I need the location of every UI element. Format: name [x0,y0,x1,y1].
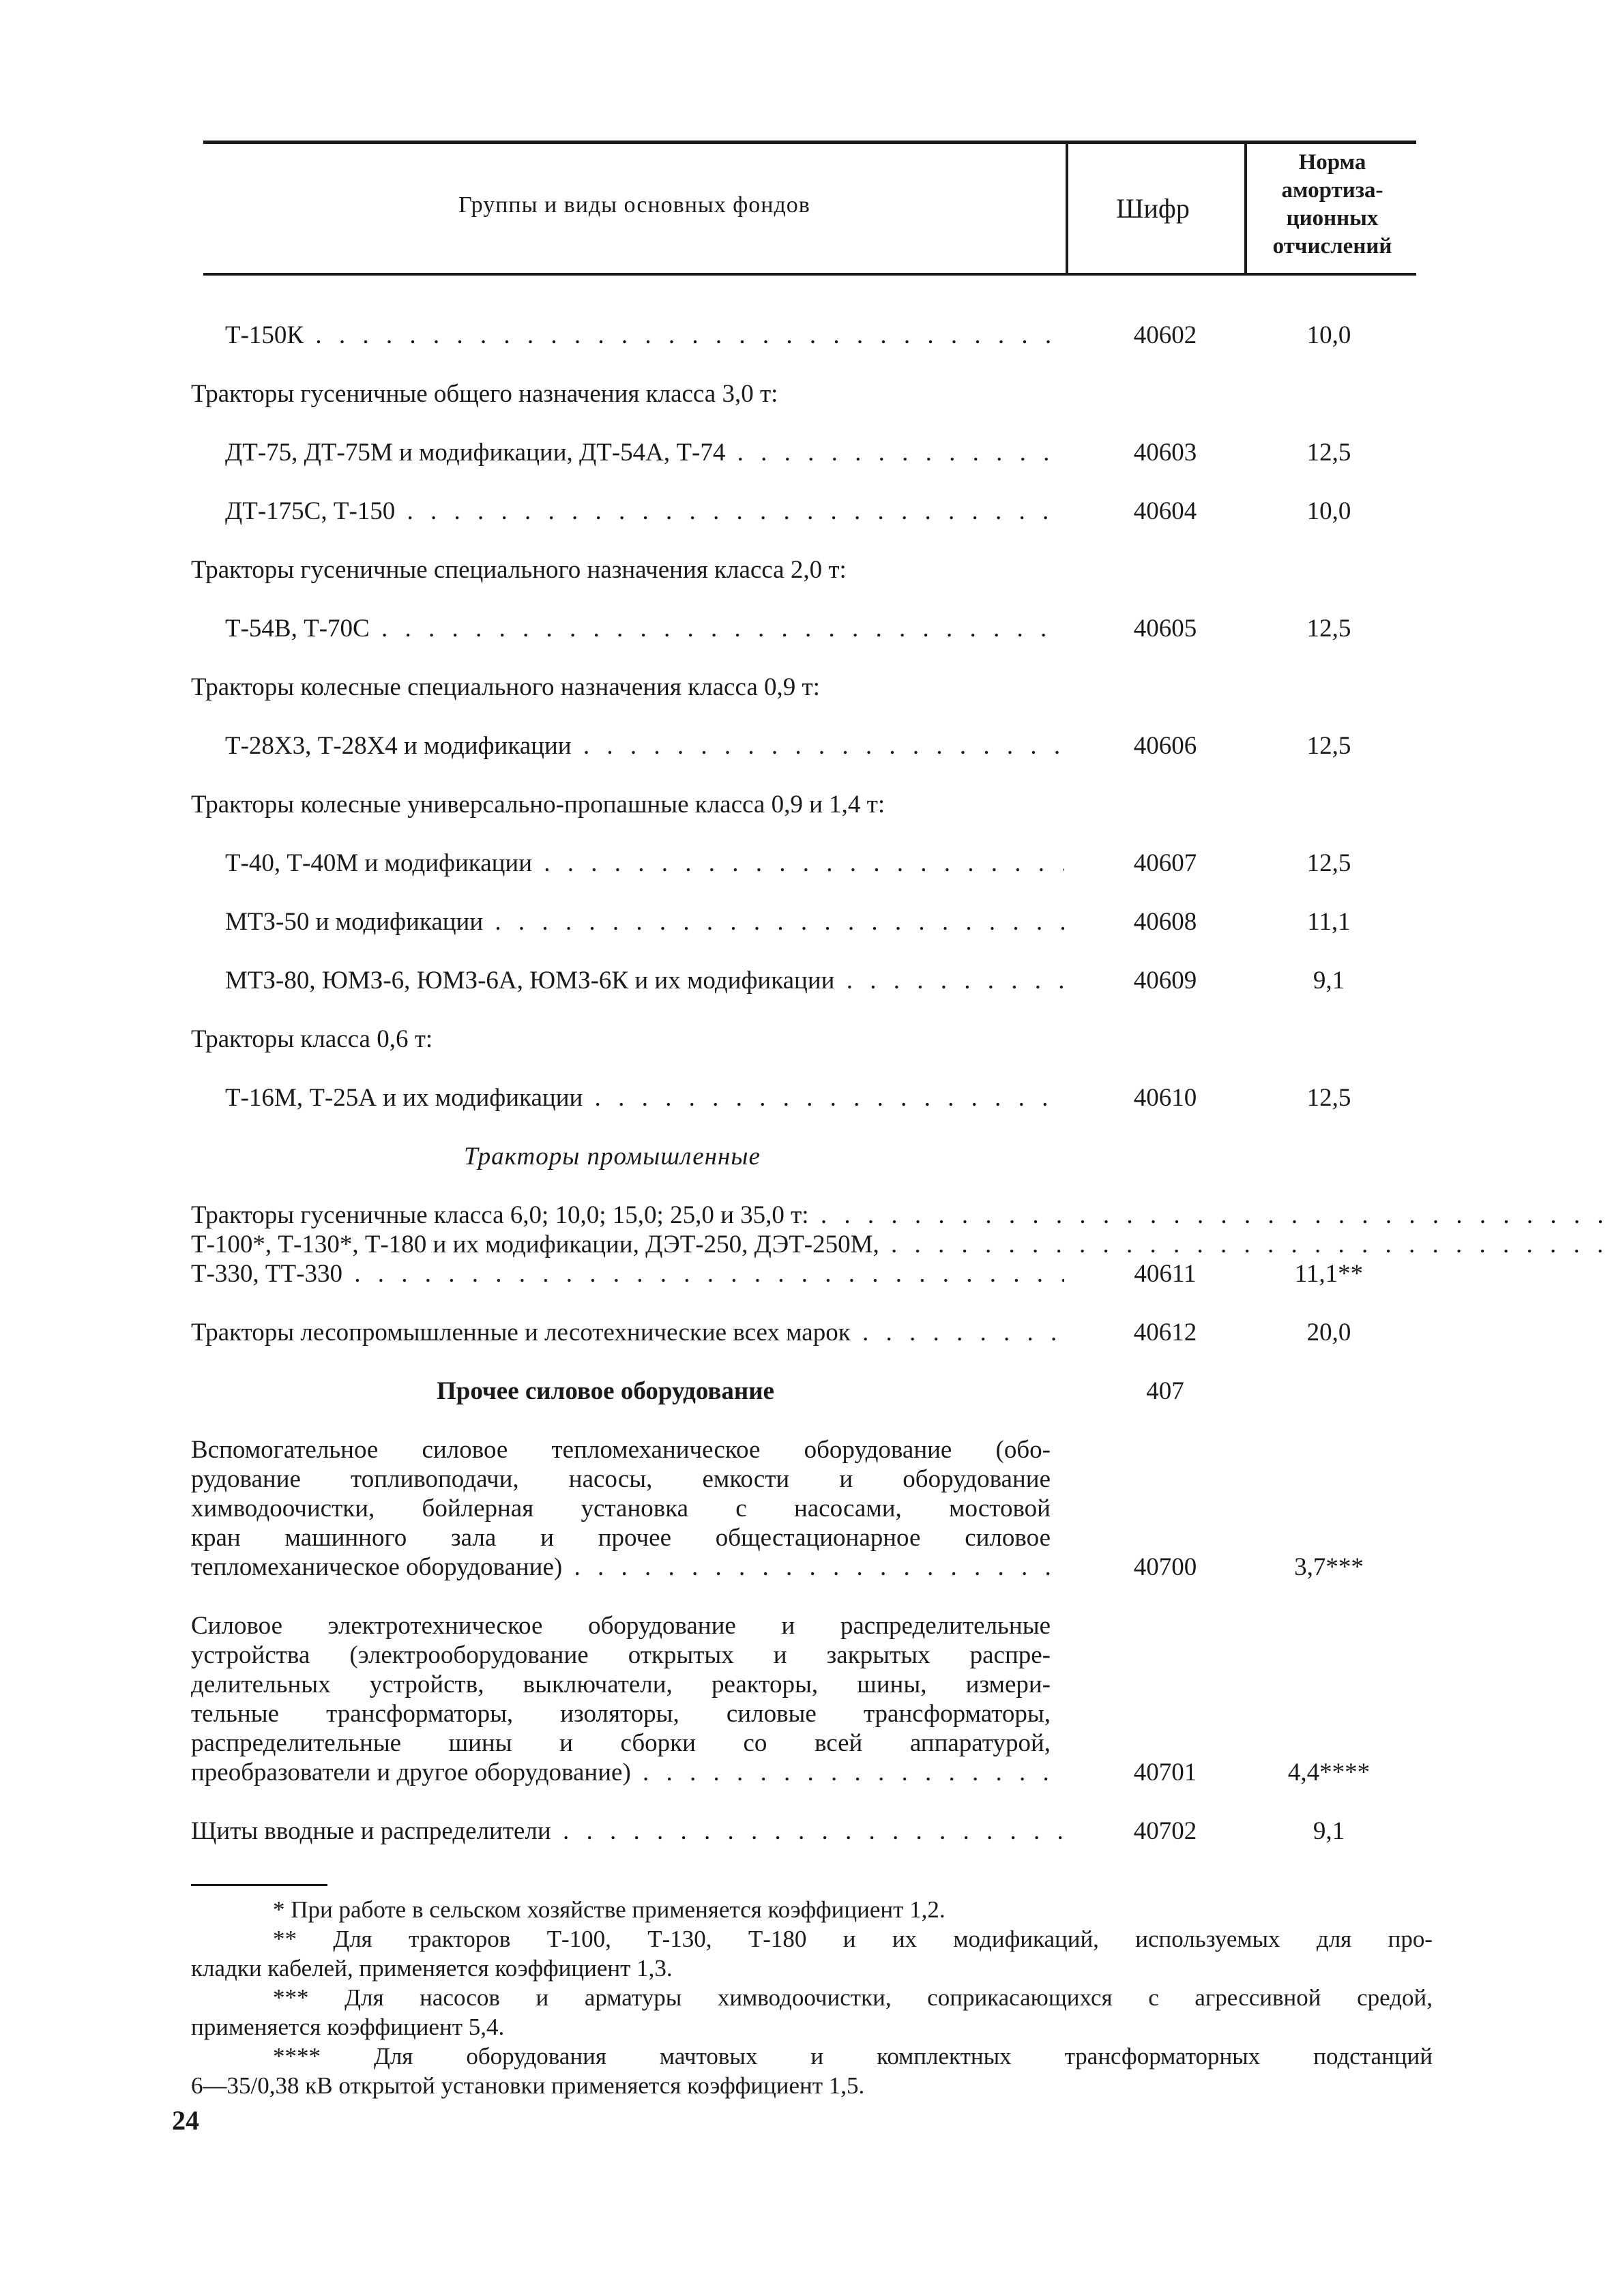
footnote-4 [191,2042,1433,2071]
row-code: 40700 [1133,1553,1197,1581]
table-row [191,1259,1612,1300]
table-row [191,907,1612,948]
table-row [191,1816,1612,1857]
section-code-power: 407 [1146,1377,1184,1405]
footnotes [191,1895,1433,2100]
row-norm: 10,0 [1306,497,1351,525]
header-norm-line: ционных [1286,206,1379,231]
row-code: 40611 [1134,1260,1197,1288]
footnote-separator [191,1884,327,1886]
thermo-equipment-paragraph [191,1435,1051,1582]
row-label: Т-150К . . . [225,321,1064,351]
footnote-text: ** Для тракторов Т-100, Т-130, Т-180 и их модификаций, используемых для про- [273,1926,1433,1952]
row-label: Т-40, Т-40М и модификации . . . [225,849,1064,879]
paragraph-last-line: тепломеханическое оборудование) . . . [191,1552,1051,1582]
row-norm: 4,4**** [1287,1758,1371,1786]
row-label: Т-330, ТТ-330 . . . [191,1259,1064,1289]
paragraph-line: тельные трансформаторы, изоляторы, силовые трансформаторы, [191,1700,1051,1728]
row-code: 40609 [1133,967,1197,995]
row-code: 40605 [1133,615,1197,643]
group-heading [191,790,1612,831]
footnote-3 [191,1983,1433,2012]
row-label: МТЗ-50 и модификации . . . [225,907,1064,937]
footnote-text: * При работе в сельском хозяйстве применяется коэффициент 1,2. [273,1896,946,1923]
paragraph-line: Вспомогательное силовое тепломеханическое оборудование (обо- [191,1436,1051,1464]
row-code: 40612 [1133,1319,1197,1346]
footnote-2 [191,1924,1433,1954]
header-code: Шифр [1116,193,1190,224]
row-norm: 12,5 [1306,439,1351,467]
row-code: 40606 [1133,732,1197,760]
header-norm-line: Норма [1298,150,1366,175]
group-heading-text: Тракторы колесные универсально-пропашные класса 0,9 и 1,4 т: [191,791,885,819]
row-code: 40603 [1133,439,1197,467]
group-heading-text: Тракторы гусеничные общего назначения класса 3,0 т: [191,380,778,408]
footnote-text: **** Для оборудования мачтовых и комплектных трансформаторных подстанций [273,2043,1433,2070]
row-label: МТЗ-80, ЮМЗ-6, ЮМЗ-6А, ЮМЗ-6К и их модификации . . . [225,966,1064,996]
page-number: 24 [172,2105,199,2136]
paragraph-last-line: преобразователи и другое оборудование) . . . [191,1758,1051,1787]
footnote-4-cont: 6—35/0,38 кВ открытой установки применяется коэффициент 1,5. [191,2072,865,2099]
row-norm: 12,5 [1306,849,1351,877]
row-label: Т-54В, Т-70С . . . [225,614,1064,644]
table-row [191,497,1612,538]
paragraph-line: делительных устройств, выключатели, реакторы, шины, измери- [191,1671,1051,1698]
row-code: 40610 [1133,1084,1197,1112]
paragraph-line: кран машинного зала и прочее общестационарное силовое [191,1524,1051,1552]
row-label: ДТ-175С, Т-150 . . . [225,497,1064,527]
row-code: 40701 [1133,1758,1197,1786]
footnote-1 [191,1895,1433,1924]
row-label: ДТ-75, ДТ-75М и модификации, ДТ-54А, Т-74 . . . [225,438,1064,468]
paragraph-line: химводоочистки, бойлерная установка с насосами, мостовой [191,1495,1051,1522]
row-label: Т-28Х3, Т-28Х4 и модификации . . . [225,731,1064,761]
header-top-rule [203,141,1416,144]
header-norm [1250,149,1415,261]
group-heading [191,1025,1612,1065]
header-norm-line: отчислений [1272,234,1392,259]
row-label: Тракторы лесопромышленные и лесотехнические всех марок . . . [191,1318,1064,1348]
header-bottom-rule [203,273,1416,276]
row-label: Т-16М, Т-25А и их модификации . . . [225,1083,1064,1113]
paragraph-line: рудование топливоподачи, насосы, емкости и оборудование [191,1465,1051,1493]
electro-equipment-paragraph [191,1611,1051,1787]
industrial-tractors-paragraph [191,1201,1051,1259]
table-row [191,731,1612,772]
header-divider-2 [1244,142,1247,274]
row-norm: 11,1 [1307,908,1351,936]
header-groups: Группы и виды основных фондов [458,192,810,218]
paragraph-line: Силовое электротехническое оборудование и распределительные [191,1612,1051,1640]
table-row [191,1318,1612,1359]
row-norm: 12,5 [1306,615,1351,643]
table-row [191,966,1612,1007]
row-norm: 9,1 [1313,1817,1345,1845]
table-row [191,849,1612,889]
group-heading [191,555,1612,596]
row-norm: 11,1** [1294,1260,1364,1288]
group-heading-text: Тракторы колесные специального назначения класса 0,9 т: [191,673,820,701]
group-heading [191,673,1612,713]
section-title-industrial: Тракторы промышленные [464,1143,761,1171]
footnote-2-cont: кладки кабелей, применяется коэффициент 1,3. [191,1955,673,1982]
row-norm: 20,0 [1306,1319,1351,1346]
paragraph-line: устройства (электрооборудование открытых и закрытых распре- [191,1641,1051,1669]
group-heading [191,379,1612,420]
row-code: 40602 [1133,321,1197,349]
row-norm: 12,5 [1306,732,1351,760]
header-divider-1 [1066,142,1068,274]
row-norm: 10,0 [1306,321,1351,349]
paragraph-line: Тракторы гусеничные класса 6,0; 10,0; 15,0; 25,0 и 35,0 т: . . . [191,1201,1051,1230]
row-norm: 12,5 [1306,1084,1351,1112]
table-row [191,438,1612,479]
row-norm: 9,1 [1313,967,1345,995]
header-norm-line: амортиза- [1281,178,1383,203]
row-label: Щиты вводные и распределители . . . [191,1816,1064,1846]
group-heading-text: Тракторы гусеничные специального назначения класса 2,0 т: [191,556,847,584]
paragraph-line: Т-100*, Т-130*, Т-180 и их модификации, ДЭТ-250, ДЭТ-250М, . . . [191,1230,1051,1259]
section-title-power: Прочее силовое оборудование [437,1377,774,1405]
paragraph-line: распределительные шины и сборки со всей аппаратурой, [191,1729,1051,1757]
row-code: 40607 [1133,849,1197,877]
footnote-text: *** Для насосов и арматуры химводоочистки, соприкасающихся с агрессивной средой, [273,1984,1433,2011]
row-norm: 3,7*** [1294,1553,1364,1581]
table-row [191,614,1612,655]
row-code: 40604 [1133,497,1197,525]
row-code: 40702 [1133,1817,1197,1845]
group-heading-text: Тракторы класса 0,6 т: [191,1025,433,1053]
footnote-3-cont: применяется коэффициент 5,4. [191,2014,505,2040]
table-row [191,321,1612,362]
row-code: 40608 [1133,908,1197,936]
table-row [191,1083,1612,1124]
